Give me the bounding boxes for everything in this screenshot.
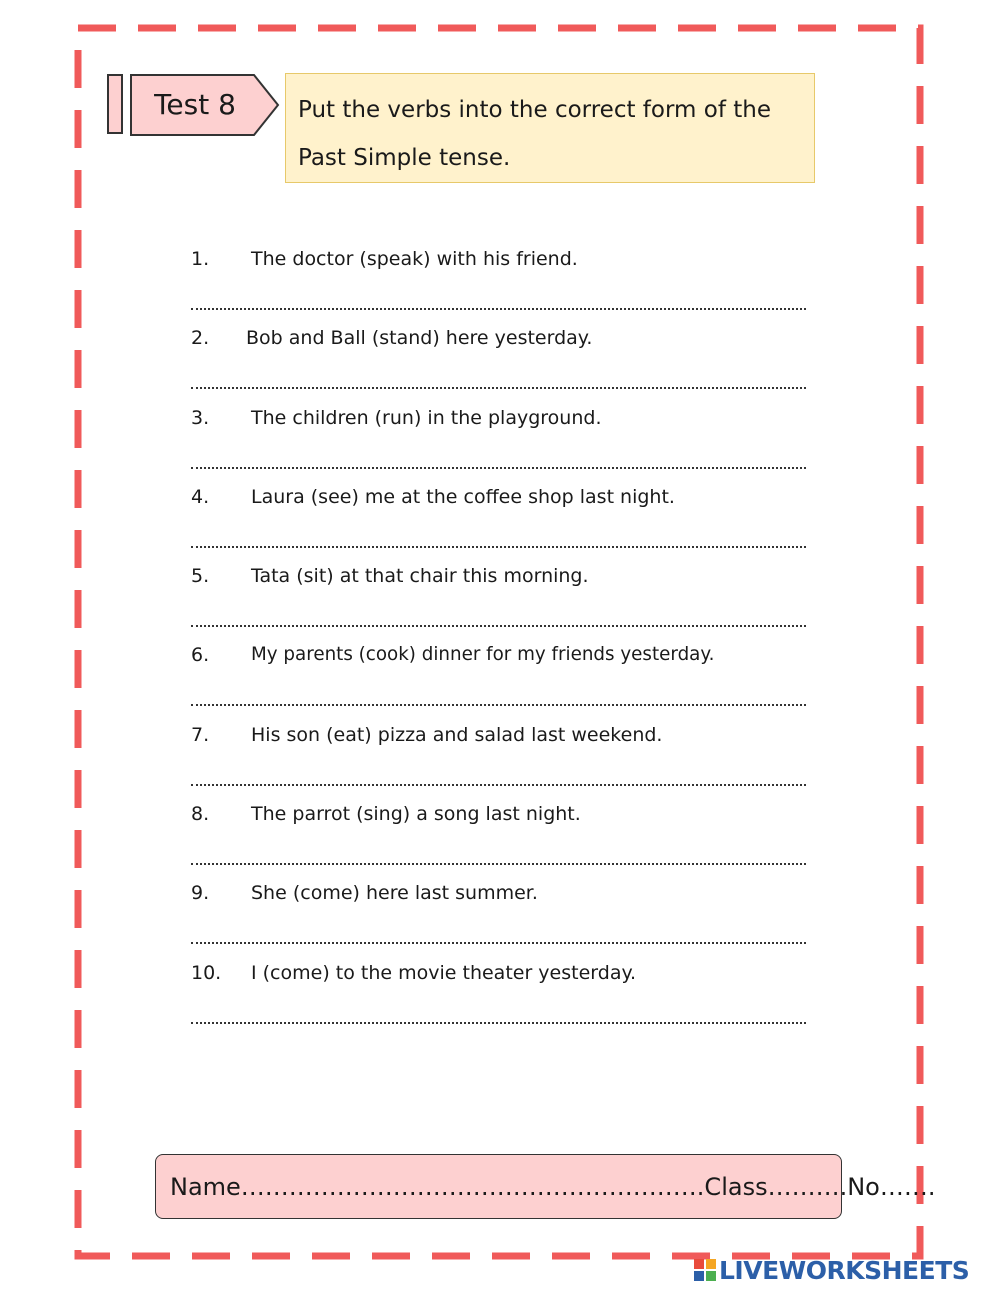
badge-side-bar	[107, 74, 123, 134]
question-number: 2.	[191, 327, 210, 350]
question-text: His son (eat) pizza and salad last weekend.	[251, 723, 663, 746]
answer-input-7[interactable]	[191, 772, 806, 786]
answer-input-8[interactable]	[191, 851, 806, 865]
answer-input-5[interactable]	[191, 613, 806, 627]
question-number: 1.	[191, 248, 210, 270]
answer-input-10[interactable]	[191, 1010, 806, 1024]
question-number: 5.	[191, 565, 210, 588]
question-item-8	[191, 795, 811, 874]
question-item-10	[191, 954, 811, 1033]
question-text: Laura (see) me at the coffee shop last night.	[251, 485, 675, 508]
question-text: My parents (cook) dinner for my friends yesterday.	[251, 644, 715, 666]
question-number: 8.	[191, 803, 210, 826]
question-text: I (come) to the movie theater yesterday.	[251, 961, 637, 984]
answer-input-9[interactable]	[191, 930, 806, 944]
question-item-9	[191, 874, 811, 953]
name-class-number-box: Name………………………………………………….Class……….No…….	[155, 1154, 842, 1219]
question-number: 3.	[191, 406, 210, 429]
question-text: Bob and Ball (stand) here yesterday.	[246, 327, 593, 350]
question-item-4	[191, 478, 811, 557]
question-item-6	[191, 636, 811, 715]
question-text: The parrot (sing) a song last night.	[251, 803, 581, 826]
question-item-3	[191, 399, 811, 478]
question-item-5	[191, 557, 811, 636]
answer-input-6[interactable]	[191, 692, 806, 706]
question-item-1	[191, 240, 811, 319]
question-number: 4.	[191, 485, 210, 508]
instruction-box: Put the verbs into the correct form of the Past Simple tense.	[285, 73, 815, 183]
question-item-2	[191, 319, 811, 398]
test-badge-label: Test 8	[154, 87, 236, 121]
question-number: 10.	[191, 961, 222, 984]
answer-input-4[interactable]	[191, 534, 806, 548]
logo-wordmark: LIVEWORKSHEETS	[719, 1255, 970, 1285]
answer-input-3[interactable]	[191, 455, 806, 469]
question-item-7	[191, 716, 811, 795]
question-number: 9.	[191, 882, 210, 905]
question-number: 6.	[191, 644, 210, 667]
question-text: She (come) here last summer.	[251, 882, 538, 905]
question-text: Tata (sit) at that chair this morning.	[251, 565, 589, 588]
question-text: The doctor (speak) with his friend.	[251, 248, 578, 270]
logo-blocks-icon	[694, 1259, 716, 1281]
question-list	[191, 240, 811, 1033]
answer-input-1[interactable]	[191, 296, 806, 310]
liveworksheets-logo	[694, 1255, 969, 1285]
answer-input-2[interactable]	[191, 375, 806, 389]
question-text: The children (run) in the playground.	[251, 406, 602, 429]
question-number: 7.	[191, 723, 210, 746]
